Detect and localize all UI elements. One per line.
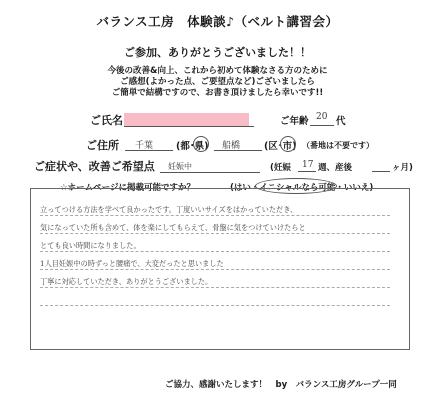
- city-suffix: (区･市): [264, 141, 297, 152]
- postpartum-underline: [372, 171, 390, 172]
- pregnancy-weeks-suffix: 週、産後: [318, 163, 353, 173]
- pregnancy-weeks-underline: [298, 171, 316, 172]
- prefecture-suffix: (都･県): [176, 141, 209, 152]
- intro-line-3: ご簡単で結構ですので、お書き頂けましたら幸いです!!: [111, 88, 324, 98]
- age-label: ご年齢: [280, 116, 309, 127]
- comment-line-2: 気になっていた所も含めて、体を楽にしてもらえて、骨盤に気をつけていけたらと: [40, 223, 306, 232]
- comment-rule: [40, 269, 390, 270]
- prefecture-value: 千葉: [135, 141, 154, 151]
- symptom-value: 妊娠中: [168, 162, 192, 171]
- city-underline: [214, 150, 262, 151]
- address-label: ご住所: [86, 139, 119, 152]
- comment-line-3: とても良い時間になりました。: [40, 241, 141, 250]
- footer-text: ご協力、感謝いたします！ by バランス工房グループ一同: [165, 380, 397, 390]
- name-underline: [124, 126, 254, 127]
- age-value: 20: [316, 112, 328, 122]
- symptom-label: ご症状や、改善ご希望点: [34, 160, 155, 173]
- publish-question: ☆ホームページに掲載可能ですか？: [60, 183, 195, 193]
- city-value: 船橋: [222, 141, 241, 151]
- age-underline: [310, 125, 334, 126]
- pregnancy-weeks: 17: [302, 160, 314, 170]
- intro-line-2: ご感想(よかった点、ご要望点など)ございましたら: [120, 77, 315, 87]
- pregnancy-prefix: (妊娠: [270, 163, 291, 173]
- name-label: ご氏名: [90, 114, 123, 127]
- age-suffix: 代: [336, 116, 346, 127]
- name-redaction: [124, 113, 249, 126]
- comment-line-4: 1人目妊娠中の時ずっと腰痛で、大変だったと思いました: [40, 259, 224, 268]
- comment-rule: [40, 215, 390, 216]
- prefecture-underline: [125, 150, 173, 151]
- comment-rule: [40, 233, 390, 234]
- document-title: バランス工房 体験談♪（ベルト講習会）: [96, 14, 339, 29]
- comment-rule: [40, 287, 390, 288]
- comment-rule: [40, 305, 390, 306]
- postpartum-suffix: ヶ月): [392, 163, 413, 173]
- comment-line-1: 立ってつける方法を学べて良かったです。丁度いいサイズをはかっていただき、: [40, 205, 298, 214]
- prefecture-circle: [193, 136, 209, 152]
- intro-line-1: 今後の改善&向上、これから初めて体験なさる方のために: [107, 66, 328, 76]
- comment-line-5: 丁寧に対応していただき、ありがとうございました。: [40, 277, 213, 286]
- publish-options: (はい・イニシャルなら可能・いいえ): [230, 183, 374, 193]
- city-circle: [280, 136, 296, 152]
- thanks-heading: ご参加、ありがとうございました！！: [124, 46, 311, 59]
- comment-rule: [40, 251, 390, 252]
- symptom-underline: [160, 172, 260, 173]
- address-note: （番地は不要です）: [302, 141, 374, 150]
